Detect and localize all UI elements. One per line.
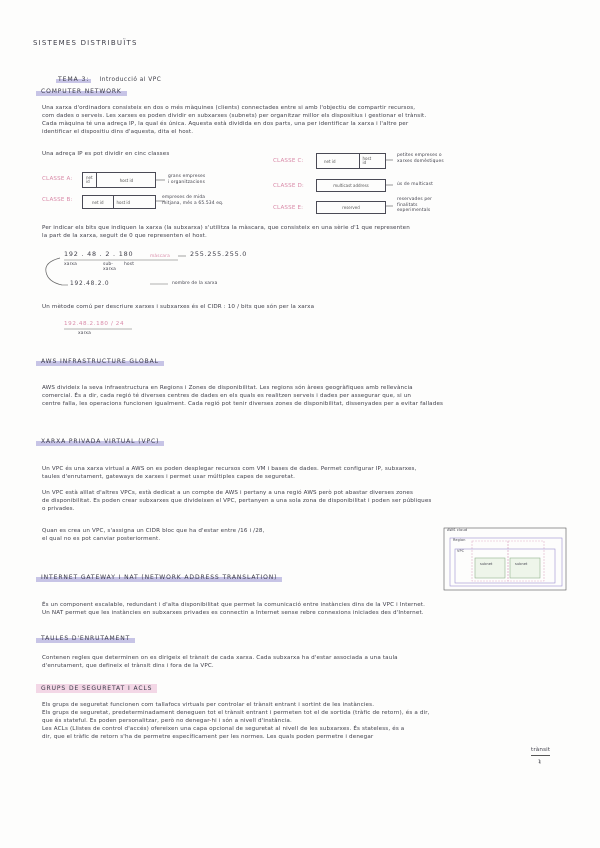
ip-label-xarxa: xarxa: [64, 262, 78, 267]
cidr-label: xarxa: [78, 331, 92, 336]
class-e-note: reservades per finalitats experimentals: [397, 197, 433, 214]
ip-label-subxarxa: sub- xarxa: [103, 262, 117, 272]
tema-line: [56, 66, 161, 85]
s4-paragraph: És un component escalable, redundant i d'alta disponibilitat que permet la comunicació entre instàncies dins de la VPC i Internet. Un NAT permet que les instàncies en subxarxes privades es connectin a Internet sense rebre connexions iniciades des d'Internet.: [42, 602, 426, 616]
cidr-value: 192.48.2.180 / 24: [64, 321, 125, 327]
s1-paragraph-2: Una adreça IP es pot dividir en cinc classes: [42, 151, 170, 157]
s1-paragraph-4: Un mètode comú per descriure xarxes i subxarxes és el CIDR : 10 / bits que són per la xarxa: [42, 304, 315, 310]
class-b-label: CLASSE B:: [42, 197, 73, 203]
class-c-box: net id host id: [316, 153, 386, 169]
mask-bracket: [46, 258, 62, 285]
ip-example: 192 . 48 . 2 . 180: [64, 250, 134, 258]
mascara-label: màscara: [150, 254, 170, 259]
region-box: [450, 538, 562, 586]
class-e-box: reserved: [316, 201, 386, 214]
heading-security-groups: GRUPS DE SEGURETAT I ACLS: [36, 684, 157, 693]
subnet-box-2: [510, 558, 540, 578]
class-b-box: net id host id: [82, 195, 156, 209]
net-result: 192.48.2.0: [70, 281, 110, 287]
s5-paragraph: Contenen regles que determinen on es dirigeix el trànsit de cada xarxa. Cada subxarxa ha d'estar associada a una taula d'enrutament, que defineix el trànsit dins i fora de la VPC.: [42, 655, 398, 669]
heading-internet-gateway: INTERNET GATEWAY I NAT (NETWORK ADDRESS TRANSLATION): [36, 573, 282, 582]
last-word: trànsit: [531, 747, 550, 756]
subnet-label-2: subnet: [515, 562, 528, 566]
s2-paragraph: AWS divideix la seva infraestructura en Regions i Zones de disponibilitat. Les regions són àrees geogràfiques amb rellevància comercial. És a dir, cada regió té diverses centres de dades en els quals es realitzen serveis i dades per assegurar que, si un centre falla, les operacions funcionen igualment. Cada regió pot tenir diverses zones de disponibilitat, dissenyades per a evitar fallades: [42, 385, 444, 407]
s3-paragraph-2: Un VPC està aïllat d'altres VPCs, està dedicat a un compte de AWS i pertany a una regió AWS però pot abastar diverses zones de disponibilitat. Es poden crear subxarxes que divideixen el VPC, pertanyen a una sola zona de disponibilitat i poden ser públiques o privades.: [42, 490, 432, 512]
heading-aws-infra: AWS INFRASTRUCTURE GLOBAL: [36, 357, 164, 366]
heading-vpc: XARXA PRIVADA VIRTUAL (VPC): [36, 437, 164, 446]
class-c-note: petites empreses o xarxes domèstiques: [397, 153, 444, 164]
net-note: nombre de la xarxa: [172, 281, 218, 286]
tema-name: Introducció al VPC: [99, 77, 162, 83]
mask-value: 255.255.255.0: [190, 250, 248, 258]
page-number: 1: [538, 760, 541, 765]
class-a-box: net id host id: [82, 172, 156, 188]
class-b-note: empreses de mida mitjana, més a 65.534 eq.: [162, 195, 224, 206]
class-d-note: ús de multicast: [397, 182, 433, 187]
class-c-label: CLASSE C:: [273, 158, 304, 164]
class-d-box: multicast address: [316, 179, 386, 192]
aws-cloud-label: AWS cloud: [447, 528, 468, 532]
ip-label-host: host: [124, 262, 135, 267]
class-a-label: CLASSE A:: [42, 176, 73, 182]
heading-computer-network: COMPUTER NETWORK: [36, 87, 127, 96]
subnet-box-1: [475, 558, 505, 578]
class-e-label: CLASSE E:: [273, 205, 304, 211]
class-d-label: CLASSE D:: [273, 183, 304, 189]
class-a-note: grans empreses i organitzacions: [168, 174, 206, 185]
subnet-label-1: subnet: [480, 562, 493, 566]
s1-paragraph-3: Per indicar els bits que indiquen la xarxa (la subxarxa) s'utilitza la màscara, que consisteix en una sèrie d'1 que representen la part de la xarxa, seguit de 0 que representen el host.: [42, 225, 410, 239]
vpc-label: VPC: [457, 549, 465, 553]
tema-label: TEMA 3:: [58, 76, 90, 83]
s1-paragraph-1: Una xarxa d'ordinadors consisteix en dos o més màquines (clients) connectades entre si amb l'objectiu de compartir recursos, com dades o serveis. Les xarxes es poden dividir en subxarxes (subnets) per organitzar millor els dispositius i gestionar el trànsit. Cada màquina té una adreça IP, la qual és única. Aquesta està dividida en dos parts, una per identificar la xarxa i l'altre per identificar el dispositiu dins d'aquesta, dita el host.: [42, 105, 427, 135]
s3-paragraph-1: Un VPC és una xarxa virtual a AWS on es poden desplegar recursos com VM i bases de dades. Permet configurar IP, subxarxes, taules d'enrutament, gateways de xarxes i permet usar múltiples capes de seguretat.: [42, 466, 417, 480]
s3-paragraph-3: Quan es crea un VPC, s'assigna un CIDR bloc que ha d'estar entre /16 i /28, el qual no es pot canviar posteriorment.: [42, 528, 265, 542]
s6-paragraph: Els grups de seguretat funcionen com tallafocs virtuals per controlar el trànsit entrant i sortint de les instàncies. Els grups de seguretat, predeterminadament deneguen tot el trànsit entrant i permeten tot el de sortida (tràfic de retorn), és a dir, que és stateful. Es poden personalitzar, però no denegar-hi i són a nivell d'instància. Les ACLs (Llistes de control d'accés) ofereixen una capa opcional de seguretat al nivell de les subxarxes. És stateless, és a dir, que el tràfic de retorn s'ha de permetre específicament per les normes. Les quals poden permetre i denegar: [42, 702, 430, 740]
region-label: Region: [453, 538, 466, 542]
heading-route-tables: TAULES D'ENRUTAMENT: [36, 634, 135, 643]
doc-title: SISTEMES DISTRIBUÏTS: [33, 39, 138, 47]
